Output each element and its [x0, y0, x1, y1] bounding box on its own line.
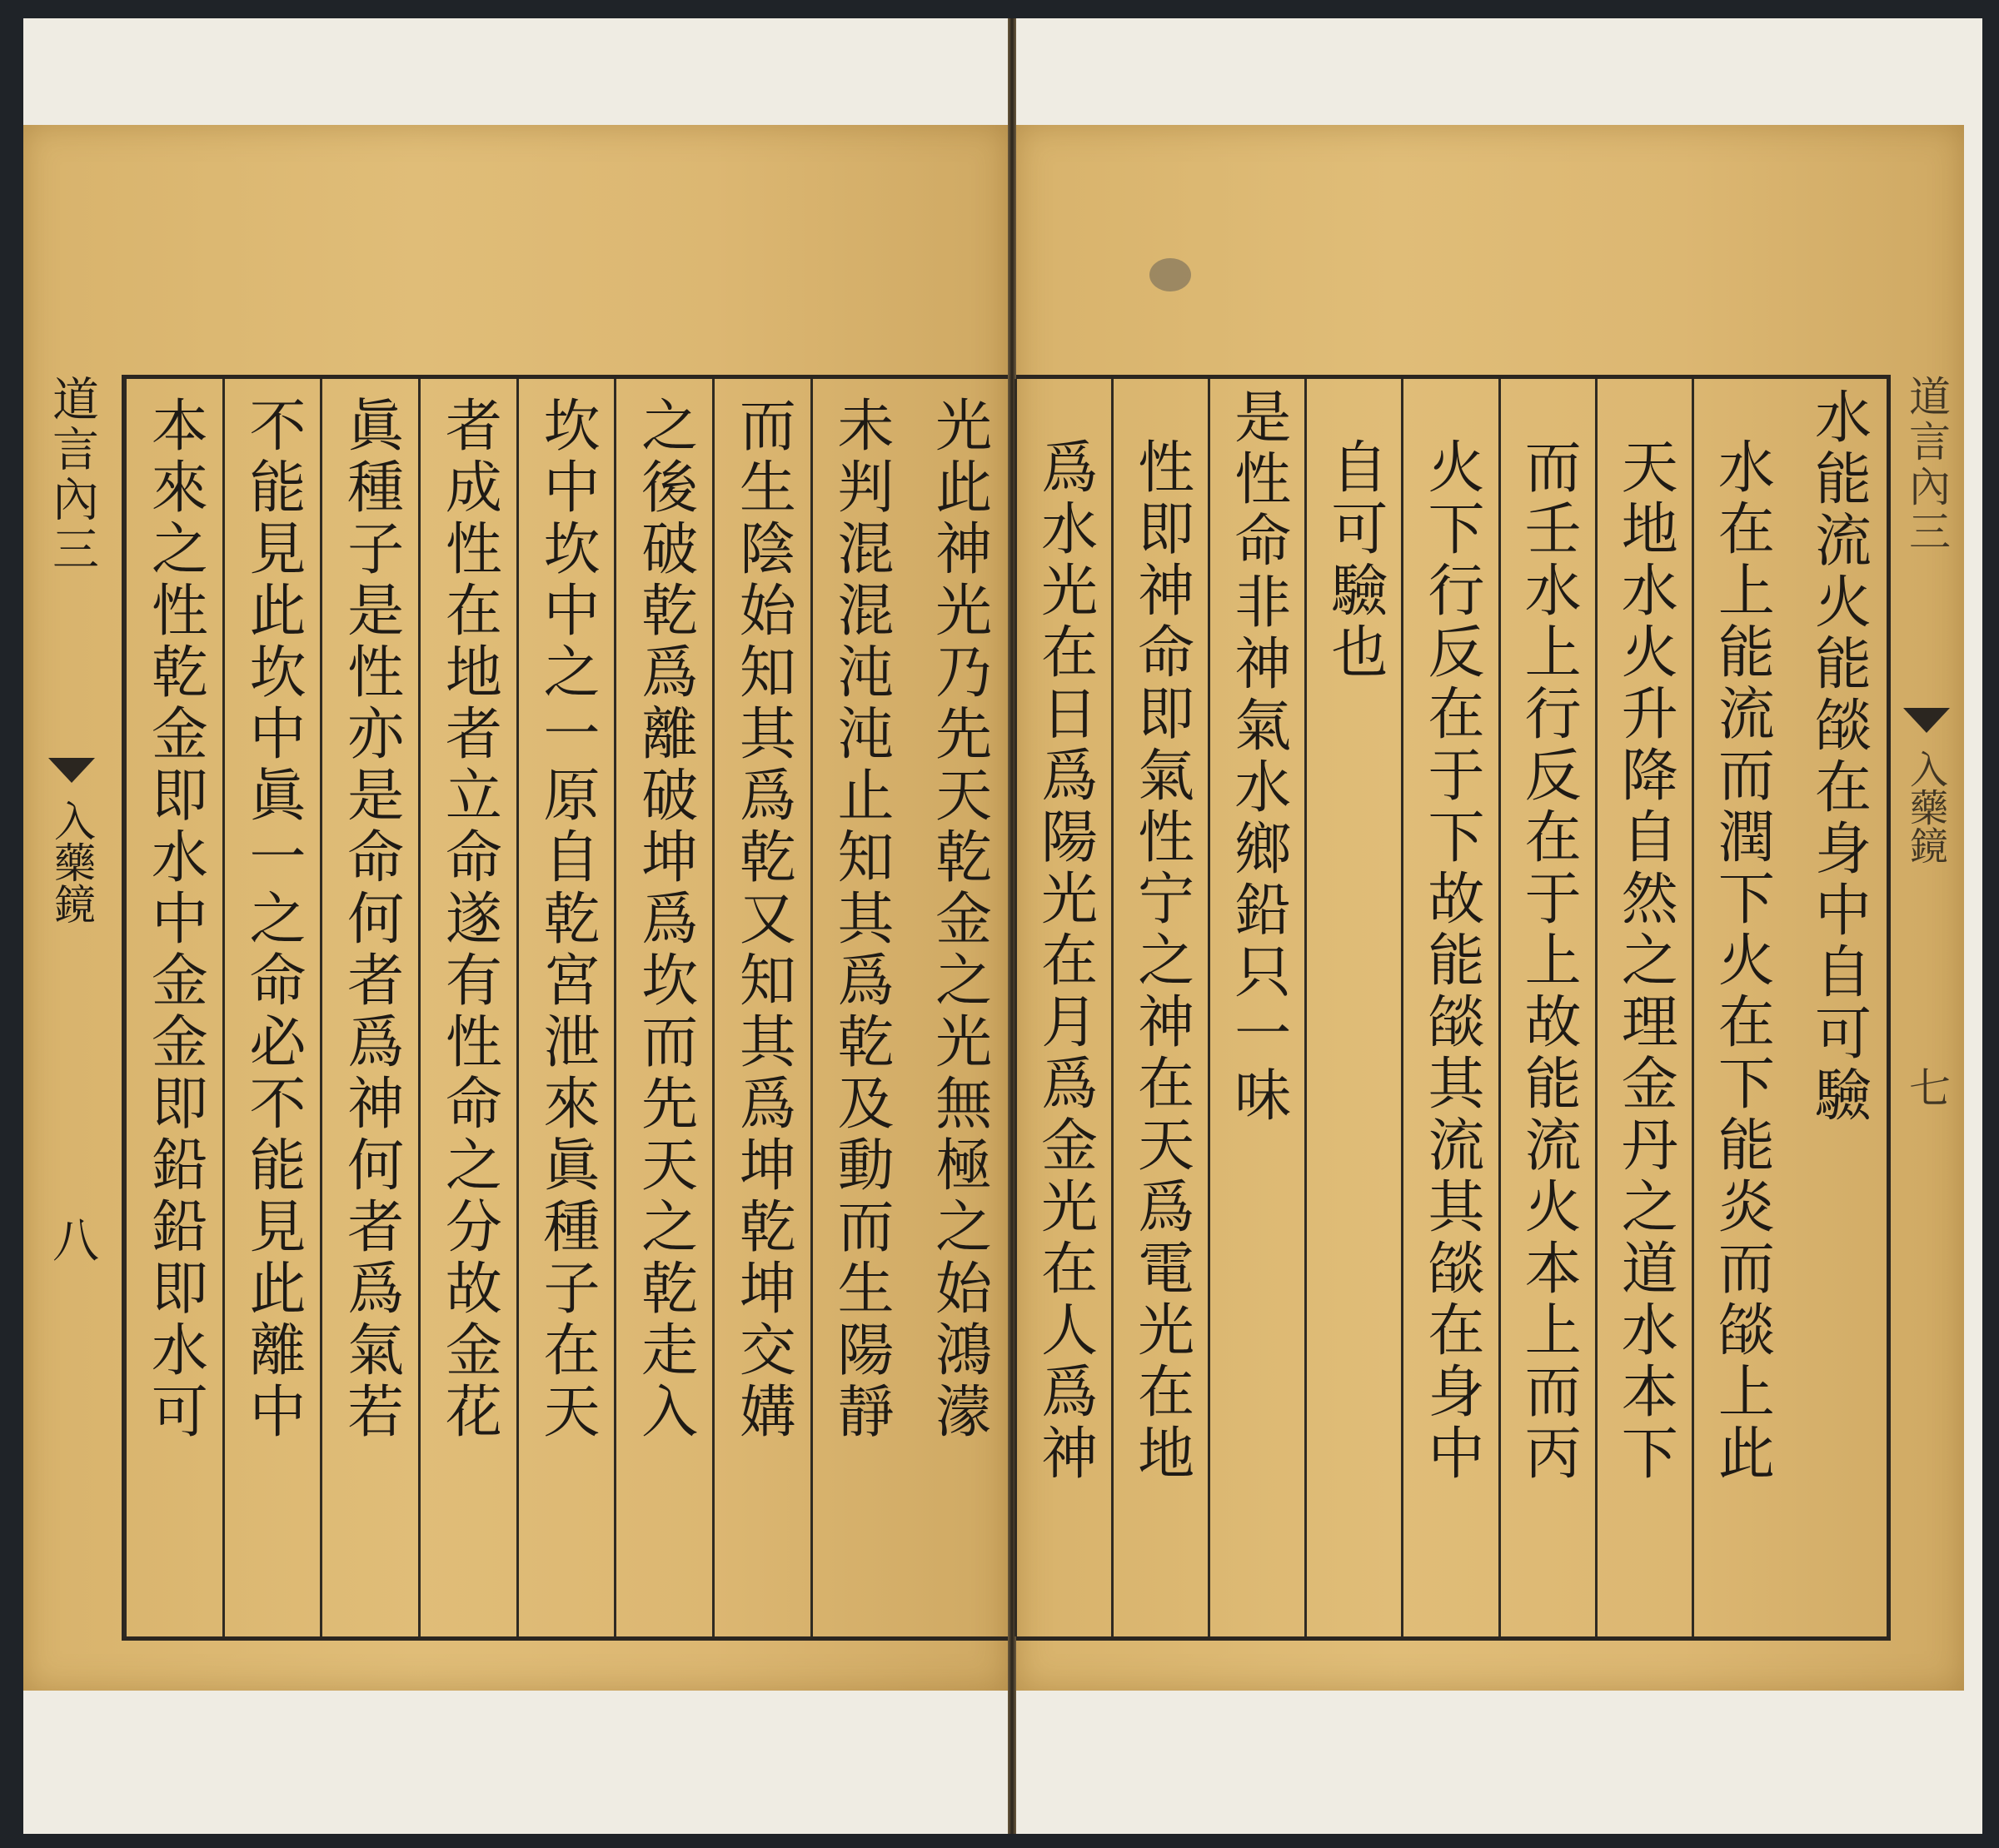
left-margin-folio: 八: [45, 1216, 99, 1263]
text-column: [1597, 379, 1693, 1636]
text-column: [1016, 379, 1113, 1636]
left-text-frame: [122, 375, 1008, 1641]
column-text: 水在上能流而潤下火在下能炎而燄上此: [1708, 437, 1775, 1485]
column-text: 是性命非神氣水鄉鉛只一味: [1224, 387, 1291, 1127]
column-text: 光此神光乃先天乾金之光無極之始鴻濛: [925, 396, 992, 1443]
left-margin-section: 入藥鏡: [47, 799, 96, 924]
text-column: [616, 379, 714, 1636]
text-column: [812, 379, 910, 1636]
column-text: 天地水火升降自然之理金丹之道水本下: [1612, 437, 1678, 1485]
text-column: [420, 379, 518, 1636]
right-page: [1016, 125, 1964, 1691]
text-column: [1500, 379, 1597, 1636]
right-margin-folio: 七: [1902, 1066, 1951, 1108]
text-column: [126, 379, 224, 1636]
text-column: [1403, 379, 1499, 1636]
text-column: [518, 379, 616, 1636]
right-text-frame: [1016, 375, 1891, 1641]
text-column: [714, 379, 812, 1636]
column-text: 本來之性乾金即水中金金即鉛鉛即水可: [142, 396, 208, 1443]
column-text: 性即神命即氣性宁之神在天爲電光在地: [1128, 437, 1194, 1485]
text-column: [1306, 379, 1403, 1636]
text-column: [1209, 379, 1306, 1636]
right-margin-section: 入藥鏡: [1904, 750, 1949, 864]
paper-stain: [1149, 258, 1191, 291]
left-page-margin: [38, 375, 105, 1624]
column-rule: [1014, 379, 1017, 1636]
column-text: 爲水光在日爲陽光在月爲金光在人爲神: [1031, 437, 1098, 1485]
column-text: 不能見此坎中眞一之命必不能見此離中: [240, 396, 307, 1443]
column-text: 之後破乾爲離破坤爲坎而先天之乾走入: [631, 396, 698, 1443]
fish-tail-ornament: [1903, 708, 1950, 733]
column-text: 眞種子是性亦是命何者爲神何者爲氣若: [337, 396, 404, 1443]
left-margin-title: 道言內三: [45, 375, 99, 575]
text-column: [224, 379, 322, 1636]
column-text: 者成性在地者立命遂有性命之分故金花: [436, 396, 502, 1443]
text-column: [322, 379, 420, 1636]
column-text: 而生陰始知其爲乾又知其爲坤乾坤交媾: [730, 396, 796, 1443]
column-text: 未判混混沌沌止知其爲乾及動而生陽靜: [828, 396, 895, 1443]
column-rule: [124, 379, 127, 1636]
column-text: 自可驗也: [1321, 437, 1388, 684]
column-text: 火下行反在于下故能燄其流其燄在身中: [1418, 437, 1484, 1485]
column-text: 坎中坎中之一原自乾宮泄來眞種子在天: [534, 396, 601, 1443]
text-column: [910, 379, 1008, 1636]
right-margin-title: 道言內三: [1902, 375, 1951, 555]
column-text: 而壬水上行反在于上故能流火本上而丙: [1515, 437, 1582, 1485]
book-spread: [23, 18, 1982, 1834]
fish-tail-ornament: [48, 758, 95, 783]
text-column: [1113, 379, 1209, 1636]
text-column: [1693, 379, 1790, 1636]
text-column: [1790, 379, 1887, 1636]
right-page-margin: [1897, 375, 1956, 1624]
left-page: [23, 125, 1008, 1691]
column-text: 水能流火能燄在身中自可驗: [1805, 387, 1872, 1127]
